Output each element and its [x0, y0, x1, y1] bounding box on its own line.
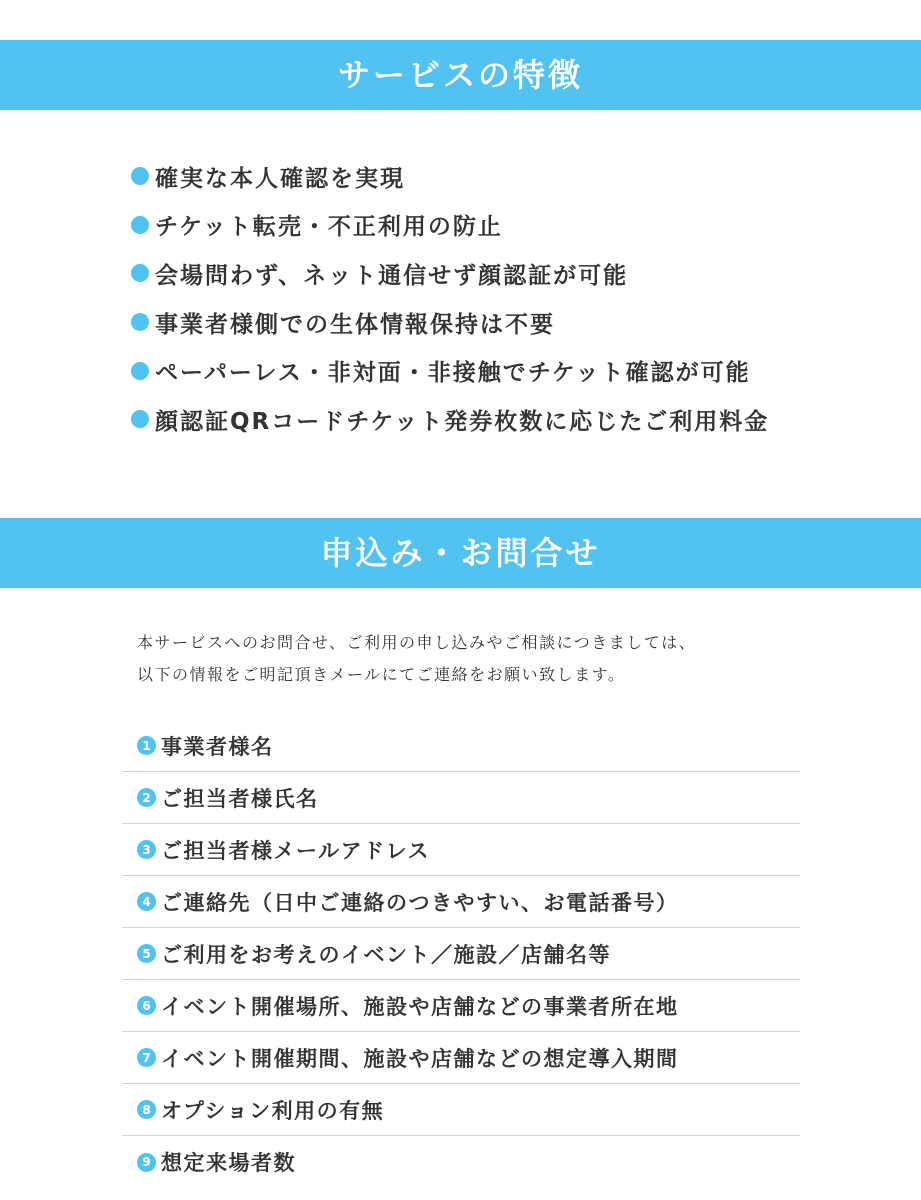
required-info-item: [122, 876, 800, 928]
numbered-circle-icon: 8: [137, 1100, 156, 1119]
feature-text: ペーパーレス・非対面・非接触でチケット確認が可能: [155, 360, 751, 387]
circle-bullet-icon: [131, 167, 149, 185]
required-info-item: [122, 720, 800, 772]
feature-text: 顔認証QRコードチケット発券枚数に応じたご利用料金: [155, 408, 770, 435]
numbered-circle-icon: 3: [137, 840, 156, 859]
feature-item: [131, 395, 769, 444]
numbered-circle-icon: 5: [137, 944, 156, 963]
circle-bullet-icon: [131, 264, 149, 282]
required-info-item: [122, 1084, 800, 1136]
feature-item: [131, 298, 769, 347]
circle-bullet-icon: [131, 410, 149, 428]
feature-item: [131, 346, 769, 395]
features-list: [131, 152, 769, 444]
numbered-circle-icon: 2: [137, 788, 156, 807]
feature-item: [131, 152, 769, 201]
contact-heading: 申込み・お問合せ: [0, 518, 921, 588]
required-info-item: [122, 772, 800, 824]
required-info-list: [122, 720, 800, 1188]
required-info-label: イベント開催場所、施設や店舗などの事業者所在地: [161, 994, 679, 1019]
required-info-label: ご担当者様氏名: [161, 786, 319, 811]
required-info-label: オプション利用の有無: [161, 1098, 385, 1123]
numbered-circle-icon: 9: [137, 1153, 156, 1172]
circle-bullet-icon: [131, 313, 149, 331]
intro-line: 以下の情報をご明記頂きメールにてご連絡をお願い致します。: [137, 665, 626, 684]
required-info-label: ご連絡先（日中ご連絡のつきやすい、お電話番号）: [161, 890, 679, 915]
numbered-circle-icon: 6: [137, 996, 156, 1015]
required-info-label: 想定来場者数: [161, 1151, 296, 1175]
required-info-item: [122, 1136, 800, 1188]
feature-text: 事業者様側での生体情報保持は不要: [155, 311, 555, 338]
numbered-circle-icon: 4: [137, 892, 156, 911]
required-info-item: [122, 1032, 800, 1084]
contact-intro: [137, 627, 696, 691]
required-info-label: ご担当者様メールアドレス: [161, 838, 430, 863]
numbered-circle-icon: 7: [137, 1048, 156, 1067]
feature-text: チケット転売・不正利用の防止: [155, 214, 503, 241]
required-info-label: ご利用をお考えのイベント／施設／店舗名等: [161, 942, 611, 967]
required-info-item: [122, 980, 800, 1032]
feature-text: 確実な本人確認を実現: [155, 165, 405, 192]
required-info-label: 事業者様名: [161, 734, 274, 759]
feature-item: [131, 249, 769, 298]
feature-text: 会場問わず、ネット通信せず顔認証が可能: [155, 262, 629, 289]
intro-line: 本サービスへのお問合せ、ご利用の申し込みやご相談につきましては、: [137, 633, 697, 652]
numbered-circle-icon: 1: [137, 736, 156, 755]
circle-bullet-icon: [131, 362, 149, 380]
circle-bullet-icon: [131, 216, 149, 234]
required-info-label: イベント開催期間、施設や店舗などの想定導入期間: [161, 1046, 679, 1071]
required-info-item: [122, 824, 800, 876]
features-heading: サービスの特徴: [0, 40, 921, 110]
required-info-item: [122, 928, 800, 980]
feature-item: [131, 201, 769, 250]
